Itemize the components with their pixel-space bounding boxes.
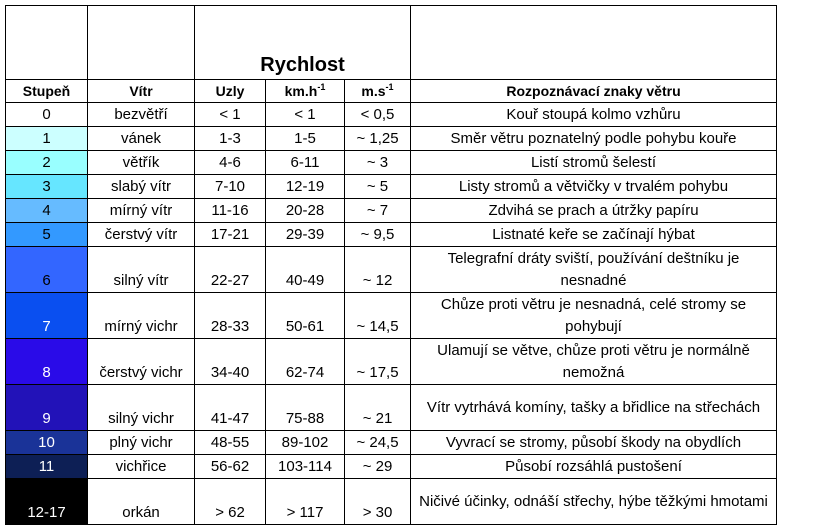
header-kmh xyxy=(266,80,345,103)
table-row xyxy=(6,223,777,247)
cell-uzly: 1-3 xyxy=(195,127,266,151)
cell-uzly: 48-55 xyxy=(195,431,266,455)
cell-znaky: Ničivé účinky, odnáší střechy, hýbe těžkými hmotami xyxy=(411,479,777,525)
corner-blank-cell xyxy=(88,6,195,80)
cell-kmh: 62-74 xyxy=(266,339,345,385)
cell-znaky: Ulamují se větve, chůze proti větru je normálně nemožná xyxy=(411,339,777,385)
table-row xyxy=(6,103,777,127)
cell-stupen: 7 xyxy=(6,293,88,339)
cell-uzly: 4-6 xyxy=(195,151,266,175)
header-stupen: Stupeň xyxy=(6,80,88,103)
cell-uzly: 28-33 xyxy=(195,293,266,339)
cell-kmh: > 117 xyxy=(266,479,345,525)
cell-stupen: 10 xyxy=(6,431,88,455)
cell-vitr: bezvětří xyxy=(88,103,195,127)
cell-vitr: orkán xyxy=(88,479,195,525)
cell-stupen: 8 xyxy=(6,339,88,385)
cell-ms: ~ 29 xyxy=(345,455,411,479)
cell-vitr: silný vítr xyxy=(88,247,195,293)
cell-uzly: 34-40 xyxy=(195,339,266,385)
cell-stupen: 3 xyxy=(6,175,88,199)
cell-kmh: 1-5 xyxy=(266,127,345,151)
cell-kmh: 6-11 xyxy=(266,151,345,175)
cell-vitr: plný vichr xyxy=(88,431,195,455)
cell-stupen: 5 xyxy=(6,223,88,247)
table-row xyxy=(6,199,777,223)
cell-ms: ~ 14,5 xyxy=(345,293,411,339)
cell-znaky: Kouř stoupá kolmo vzhůru xyxy=(411,103,777,127)
cell-stupen: 9 xyxy=(6,385,88,431)
cell-znaky: Listí stromů šelestí xyxy=(411,151,777,175)
cell-ms: ~ 5 xyxy=(345,175,411,199)
cell-ms: ~ 3 xyxy=(345,151,411,175)
cell-ms: ~ 7 xyxy=(345,199,411,223)
cell-ms: ~ 24,5 xyxy=(345,431,411,455)
cell-kmh: 89-102 xyxy=(266,431,345,455)
cell-ms: ~ 17,5 xyxy=(345,339,411,385)
cell-kmh: 12-19 xyxy=(266,175,345,199)
cell-uzly: 22-27 xyxy=(195,247,266,293)
cell-stupen: 1 xyxy=(6,127,88,151)
cell-stupen: 2 xyxy=(6,151,88,175)
cell-ms: ~ 12 xyxy=(345,247,411,293)
table-row xyxy=(6,339,777,385)
header-ms xyxy=(345,80,411,103)
cell-kmh: 20-28 xyxy=(266,199,345,223)
cell-stupen: 4 xyxy=(6,199,88,223)
table-row xyxy=(6,175,777,199)
cell-kmh: 50-61 xyxy=(266,293,345,339)
cell-stupen: 0 xyxy=(6,103,88,127)
wind-scale-table xyxy=(5,5,777,525)
cell-ms: ~ 9,5 xyxy=(345,223,411,247)
table-row xyxy=(6,431,777,455)
cell-znaky: Telegrafní dráty sviští, používání deštníku je nesnadné xyxy=(411,247,777,293)
cell-uzly: 17-21 xyxy=(195,223,266,247)
cell-kmh: 75-88 xyxy=(266,385,345,431)
cell-uzly: > 62 xyxy=(195,479,266,525)
cell-vitr: vichřice xyxy=(88,455,195,479)
corner-blank-cell xyxy=(6,6,88,80)
cell-ms: ~ 1,25 xyxy=(345,127,411,151)
cell-stupen: 6 xyxy=(6,247,88,293)
desc-blank-cell xyxy=(411,6,777,80)
header-vitr: Vítr xyxy=(88,80,195,103)
table-row xyxy=(6,127,777,151)
cell-znaky: Zdvihá se prach a útržky papíru xyxy=(411,199,777,223)
cell-vitr: čerstvý vichr xyxy=(88,339,195,385)
cell-vitr: silný vichr xyxy=(88,385,195,431)
cell-uzly: 11-16 xyxy=(195,199,266,223)
cell-ms: > 30 xyxy=(345,479,411,525)
cell-ms: < 0,5 xyxy=(345,103,411,127)
cell-vitr: mírný vichr xyxy=(88,293,195,339)
cell-stupen: 11 xyxy=(6,455,88,479)
table-row xyxy=(6,293,777,339)
cell-uzly: 41-47 xyxy=(195,385,266,431)
cell-vitr: vánek xyxy=(88,127,195,151)
cell-stupen: 12-17 xyxy=(6,479,88,525)
cell-uzly: < 1 xyxy=(195,103,266,127)
cell-znaky: Působí rozsáhlá pustošení xyxy=(411,455,777,479)
cell-kmh: 29-39 xyxy=(266,223,345,247)
table-row xyxy=(6,479,777,525)
header-uzly: Uzly xyxy=(195,80,266,103)
cell-uzly: 7-10 xyxy=(195,175,266,199)
table-row xyxy=(6,455,777,479)
header-kmh-exp: -1 xyxy=(317,82,326,92)
cell-vitr: větřík xyxy=(88,151,195,175)
cell-vitr: čerstvý vítr xyxy=(88,223,195,247)
header-ms-exp: -1 xyxy=(385,82,394,92)
header-znaky: Rozpoznávací znaky větru xyxy=(411,80,777,103)
cell-znaky: Vítr vytrhává komíny, tašky a břidlice na střechách xyxy=(411,385,777,431)
cell-znaky: Chůze proti větru je nesnadná, celé stromy se pohybují xyxy=(411,293,777,339)
table-row xyxy=(6,151,777,175)
table-row xyxy=(6,385,777,431)
cell-kmh: < 1 xyxy=(266,103,345,127)
cell-znaky: Listnaté keře se začínají hýbat xyxy=(411,223,777,247)
cell-vitr: mírný vítr xyxy=(88,199,195,223)
cell-znaky: Listy stromů a větvičky v trvalém pohybu xyxy=(411,175,777,199)
header-ms-base: m.s xyxy=(361,83,386,99)
cell-ms: ~ 21 xyxy=(345,385,411,431)
speed-group-header: Rychlost xyxy=(195,6,411,80)
cell-kmh: 40-49 xyxy=(266,247,345,293)
cell-uzly: 56-62 xyxy=(195,455,266,479)
cell-kmh: 103-114 xyxy=(266,455,345,479)
cell-znaky: Vyvrací se stromy, působí škody na obydlích xyxy=(411,431,777,455)
cell-znaky: Směr větru poznatelný podle pohybu kouře xyxy=(411,127,777,151)
table-row xyxy=(6,247,777,293)
header-kmh-base: km.h xyxy=(284,83,318,99)
cell-vitr: slabý vítr xyxy=(88,175,195,199)
